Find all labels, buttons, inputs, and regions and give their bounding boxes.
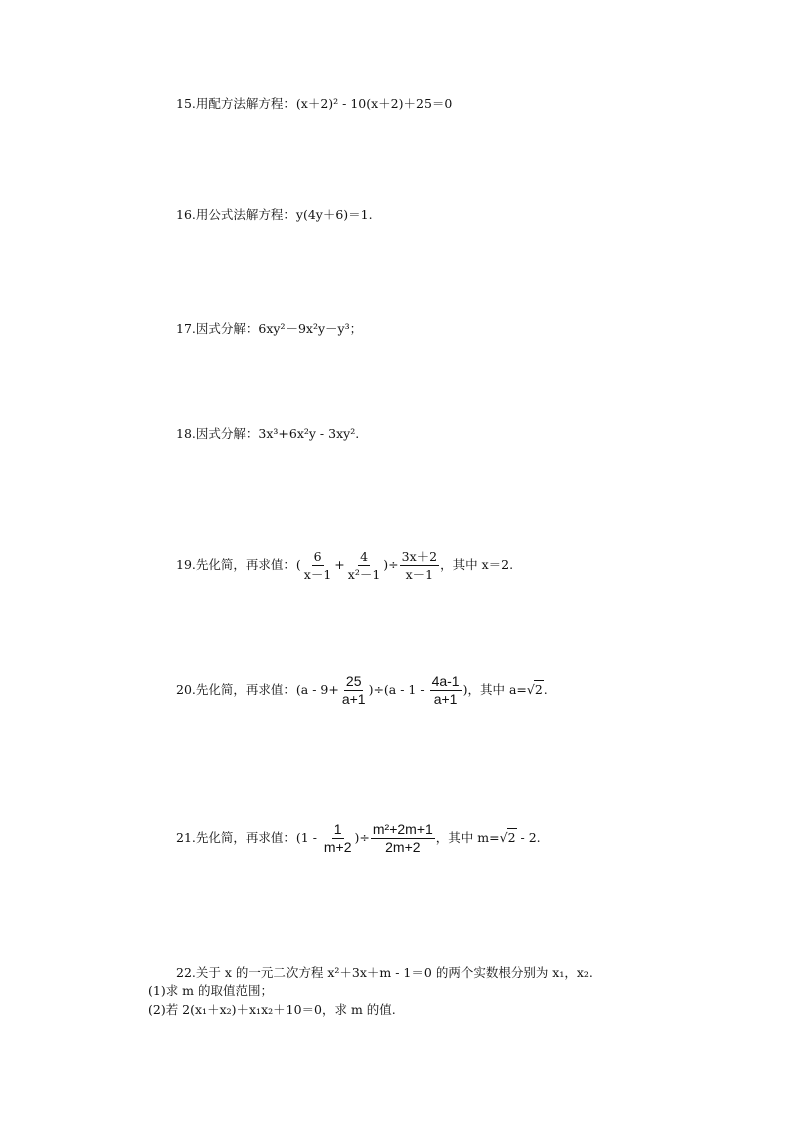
condition-text: ，其中 m= bbox=[435, 830, 500, 845]
fraction-25-over-a-plus-1 bbox=[340, 674, 368, 707]
condition-text: )，其中 a= bbox=[462, 682, 527, 697]
problem-22-part-1: (1)求 m 的取值范围； bbox=[148, 983, 274, 998]
problem-21 bbox=[176, 822, 541, 855]
problem-16-label: 16.用公式法解方程： bbox=[176, 207, 296, 222]
denominator: a+1 bbox=[433, 691, 458, 707]
end-text: . bbox=[543, 682, 548, 697]
denominator: x－1 bbox=[405, 567, 434, 582]
denominator: a+1 bbox=[341, 691, 366, 707]
problem-18-expression: 3x³+6x²y - 3xy². bbox=[258, 426, 360, 441]
problem-16 bbox=[176, 206, 373, 224]
sqrt-symbol: √ bbox=[499, 830, 508, 845]
denominator: 2m+2 bbox=[385, 839, 421, 855]
problem-15-label: 15.用配方法解方程： bbox=[176, 96, 296, 111]
problem-15 bbox=[176, 95, 452, 113]
numerator: 6 bbox=[313, 549, 322, 564]
numerator: 25 bbox=[345, 673, 362, 689]
denominator: x－1 bbox=[303, 567, 332, 582]
problem-16-equation: y(4y＋6)＝1. bbox=[295, 207, 373, 222]
expr-part-1: (1 - bbox=[295, 830, 321, 845]
expr-part-2: )÷ bbox=[354, 830, 370, 845]
fraction-4a-minus-1-over-a-plus-1 bbox=[430, 674, 462, 707]
fraction-4-over-x2-minus-1 bbox=[346, 549, 383, 582]
numerator: 1 bbox=[333, 821, 342, 837]
open-paren: ( bbox=[295, 557, 301, 572]
condition-text: ，其中 x＝2. bbox=[440, 557, 514, 572]
fraction-6-over-x-minus-1 bbox=[302, 549, 334, 582]
problem-19 bbox=[176, 549, 513, 582]
denominator: x²－1 bbox=[347, 567, 381, 582]
radicand: 2 bbox=[534, 682, 543, 697]
expr-part-1: (a - 9+ bbox=[295, 682, 339, 697]
plus-sign: + bbox=[334, 557, 345, 572]
problem-22-part-2: (2)若 2(x₁＋x₂)＋x₁x₂＋10＝0，求 m 的值. bbox=[148, 1002, 396, 1017]
numerator: m²+2m+1 bbox=[372, 821, 433, 837]
problem-18-label: 18.因式分解： bbox=[176, 426, 259, 441]
problem-15-equation: (x＋2)² - 10(x＋2)＋25＝0 bbox=[295, 96, 453, 111]
problem-17-label: 17.因式分解： bbox=[176, 321, 259, 336]
problem-20 bbox=[176, 674, 548, 707]
problem-18 bbox=[176, 425, 359, 443]
fraction-m2-2m-1-over-2m-2 bbox=[371, 822, 435, 855]
denominator: m+2 bbox=[323, 839, 352, 855]
numerator: 3x＋2 bbox=[401, 549, 438, 564]
fraction-1-over-m-plus-2 bbox=[322, 822, 354, 855]
problem-17 bbox=[176, 320, 362, 338]
expr-part-2: )÷(a - 1 - bbox=[368, 682, 429, 697]
close-divide: )÷ bbox=[383, 557, 399, 572]
problem-19-label: 19.先化简，再求值： bbox=[176, 557, 296, 572]
sqrt-symbol: √ bbox=[526, 682, 535, 697]
numerator: 4a-1 bbox=[431, 673, 460, 689]
problem-17-expression: 6xy²－9x²y－y³； bbox=[258, 321, 363, 336]
problem-22-statement: 22.关于 x 的一元二次方程 x²＋3x＋m - 1＝0 的两个实数根分别为 x₁，x₂. bbox=[176, 965, 593, 980]
problem-20-label: 20.先化简，再求值： bbox=[176, 682, 296, 697]
end-text: - 2. bbox=[516, 830, 541, 845]
problem-21-label: 21.先化简，再求值： bbox=[176, 830, 296, 845]
radicand: 2 bbox=[507, 830, 516, 845]
fraction-3x-plus-2-over-x-minus-1 bbox=[400, 549, 439, 582]
numerator: 4 bbox=[360, 549, 369, 564]
